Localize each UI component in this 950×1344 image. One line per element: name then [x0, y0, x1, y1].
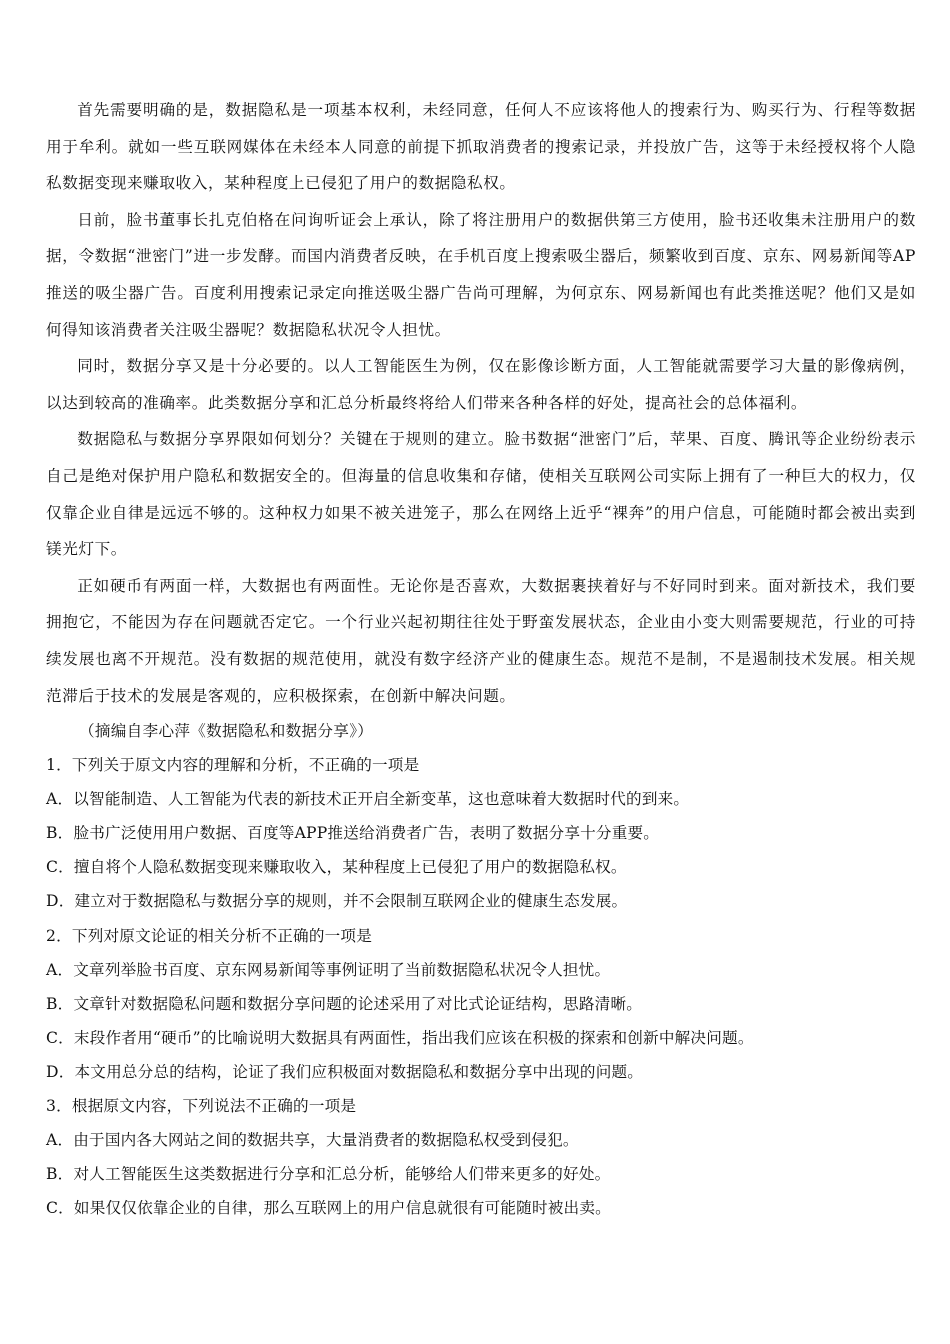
article-paragraph-5: 正如硬币有两面一样，大数据也有两面性。无论你是否喜欢，大数据裹挟着好与不好同时到来。面对新技术，我们要拥抱它，不能因为存在问题就否定它。一个行业兴起初期往往处于野蛮发展状态，企业由小变大则需要规范，行业的可持续发展也离不开规范。没有数据的规范使用，就没有数字经济产业的健康生态。规范不是制，不是遏制技术发展。相关规范滞后于技术的发展是客观的，应积极探索，在创新中解决问题。 — [46, 576, 916, 705]
answer-option-c: C．擅自将个人隐私数据变现来赚取收入，某种程度上已侵犯了用户的数据隐私权。 — [46, 858, 627, 877]
answer-option-a: A．由于国内各大网站之间的数据共享，大量消费者的数据隐私权受到侵犯。 — [46, 1131, 579, 1150]
article-paragraph-2: 日前，脸书董事长扎克伯格在问询听证会上承认，除了将注册用户的数据供第三方使用，脸书还收集未注册用户的数据，令数据“泄密门”进一步发酵。而国内消费者反映，在手机百度上搜索吸尘器后，频繁收到百度、京东、网易新闻等AP推送的吸尘器广告。百度利用搜索记录定向推送吸尘器广告尚可理解，为何京东、网易新闻也有此类推送呢？他们又是如何得知该消费者关注吸尘器呢？数据隐私状况令人担忧。 — [46, 210, 916, 339]
answer-option-d: D．本文用总分总的结构，论证了我们应积极面对数据隐私和数据分享中出现的问题。 — [46, 1062, 644, 1081]
question-2 — [46, 919, 916, 1089]
answer-option-a: A．文章列举脸书百度、京东网易新闻等事例证明了当前数据隐私状况令人担忧。 — [46, 960, 611, 979]
answer-option-b: B．脸书广泛使用用户数据、百度等APP推送给消费者广告，表明了数据分享十分重要。 — [46, 824, 660, 843]
question-stem: 3．根据原文内容，下列说法不正确的一项是 — [46, 1097, 357, 1116]
question-3 — [46, 1089, 916, 1225]
article-source: （摘编自李心萍《数据隐私和数据分享》） — [79, 722, 374, 741]
article-paragraph-1: 首先需要明确的是，数据隐私是一项基本权利，未经同意，任何人不应该将他人的搜索行为、购买行为、行程等数据用于牟利。就如一些互联网媒体在未经本人同意的前提下抓取消费者的搜索记录，并投放广告，这等于未经授权将个人隐私数据变现来赚取收入，某种程度上已侵犯了用户的数据隐私权。 — [46, 101, 916, 193]
question-1 — [46, 748, 916, 918]
answer-option-c: C．末段作者用“硬币”的比喻说明大数据具有两面性，指出我们应该在积极的探索和创新中解决问题。 — [46, 1028, 754, 1047]
article-paragraph-3: 同时，数据分享又是十分必要的。以人工智能医生为例，仅在影像诊断方面，人工智能就需要学习大量的影像病例，以达到较高的准确率。此类数据分享和汇总分析最终将给人们带来各种各样的好处，提高社会的总体福利。 — [46, 357, 916, 412]
document-page — [46, 92, 916, 1225]
question-stem: 2．下列对原文论证的相关分析不正确的一项是 — [46, 926, 372, 945]
answer-option-a: A．以智能制造、人工智能为代表的新技术正开启全新变革，这也意味着大数据时代的到来。 — [46, 790, 690, 809]
question-stem: 1．下列关于原文内容的理解和分析，不正确的一项是 — [46, 756, 420, 775]
answer-option-d: D．建立对于数据隐私与数据分享的规则，并不会限制互联网企业的健康生态发展。 — [46, 892, 628, 911]
answer-option-c: C．如果仅仅依靠企业的自律，那么互联网上的用户信息就很有可能随时被出卖。 — [46, 1199, 611, 1218]
article-paragraph-4: 数据隐私与数据分享界限如何划分？关键在于规则的建立。脸书数据“泄密门”后，苹果、百度、腾讯等企业纷纷表示自己是绝对保护用户隐私和数据安全的。但海量的信息收集和存储，使相关互联网公司实际上拥有了一种巨大的权力，仅仅靠企业自律是远远不够的。这种权力如果不被关进笼子，那么在网络上近乎“裸奔”的用户信息，可能随时都会被出卖到镁光灯下。 — [46, 430, 916, 559]
answer-option-b: B．文章针对数据隐私问题和数据分享问题的论述采用了对比式论证结构，思路清晰。 — [46, 994, 643, 1013]
answer-option-b: B．对人工智能医生这类数据进行分享和汇总分析，能够给人们带来更多的好处。 — [46, 1165, 611, 1184]
